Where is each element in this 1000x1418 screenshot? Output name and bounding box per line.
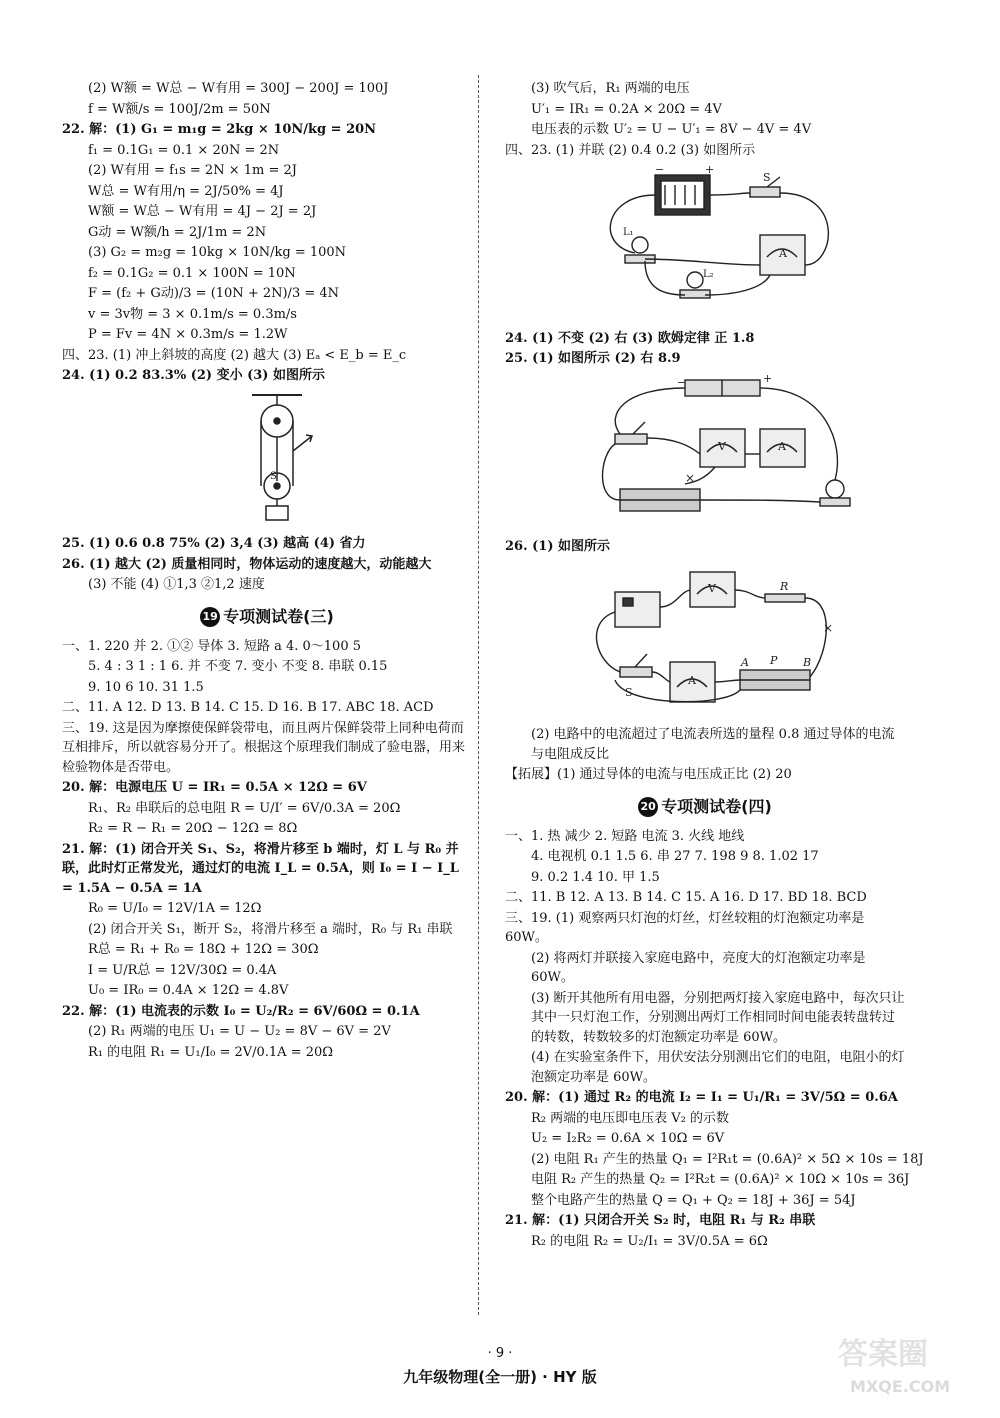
answer-line: (3) 不能 (4) ①1,3 ②1,2 速度 <box>88 577 265 592</box>
answer-line: (2) 将两灯并联接入家庭电路中，亮度大的灯泡额定功率是 60W。 <box>531 950 866 985</box>
answer-line: 二、11. B 12. A 13. B 14. C 15. A 16. D 17. BD 18. BCD <box>505 890 867 905</box>
answer-line: (4) 在实验室条件下，用伏安法分别测出它们的电阻，电阻小的灯泡额定功率是 60W。 <box>531 1050 905 1085</box>
answer-line: 电压表的示数 U′₂ = U − U′₁ = 8V − 4V = 4V <box>531 122 812 137</box>
answer-line: 24. (1) 不变 (2) 右 (3) 欧姆定律 正 1.8 <box>505 330 755 346</box>
answer-line: (3) 断开其他所有用电器，分别把两灯接入家庭电路中，每次只让其中一只灯泡工作，分别测出两灯工作相同时间电能表转盘转过的转数，转数较多的灯泡额定功率是 60W。 <box>531 990 905 1045</box>
answer-line: (3) G₂ = m₂g = 10kg × 10N/kg = 100N <box>88 245 347 260</box>
answer-line: 三、19. 这是因为摩擦使保鲜袋带电，而且两片保鲜袋带上同种电荷而互相排斥，所以就容易分开了。根据这个原理我们制成了验电器，用来检验物体是否带电。 <box>62 720 466 775</box>
section-title: 专项测试卷(三) <box>223 606 334 626</box>
watermark-chars: 答案圈 <box>838 1337 928 1372</box>
answer-line: I = U/R总 = 12V/30Ω = 0.4A <box>88 962 277 978</box>
column-divider <box>478 75 479 1315</box>
circuit3-end-b-label: B <box>803 655 812 669</box>
answer-line: 21. 解：(1) 闭合开关 S₁、S₂，将滑片移至 b 端时，灯 L 与 R₀ 并联，此时灯正常发光，通过灯的电流 I_L = 0.5A，则 I₀ = I − I_L = 1.5A − 0.5A = 1A <box>62 841 459 896</box>
answer-line: (2) W额 = W总 − W有用 = 300J − 200J = 100J <box>88 81 389 96</box>
answer-line: U′₁ = IR₁ = 0.2A × 20Ω = 4V <box>531 101 722 117</box>
answer-line: 25. (1) 0.6 0.8 75% (2) 3,4 (3) 越高 (4) 省力 <box>62 536 366 551</box>
parallel-circuit-figure <box>505 165 905 315</box>
answer-line: 9. 10 6 10. 31 1.5 <box>88 679 204 695</box>
answer-line: R₀ = U/I₀ = 12V/1A = 12Ω <box>88 901 262 916</box>
pulley-label-s: S <box>270 470 277 482</box>
answer-line: 5. 4 : 3 1 : 1 6. 并 不变 7. 变小 不变 8. 串联 0.15 <box>88 659 388 674</box>
answer-line: 【拓展】(1) 通过导体的电流与电压成正比 (2) 20 <box>505 767 792 782</box>
section-number: 19 <box>200 607 220 627</box>
answer-line: R₂ 的电阻 R₂ = U₂/I₁ = 3V/0.5A = 6Ω <box>531 1233 768 1249</box>
watermark-site: MXQE.COM <box>850 1377 951 1396</box>
circuit3-slider-label: P <box>770 653 778 667</box>
circuit2-voltmeter-label: V <box>718 439 726 453</box>
circuit2-minus: − <box>677 375 687 389</box>
answer-line: 二、11. A 12. D 13. B 14. C 15. D 16. B 17. ABC 18. ACD <box>62 700 434 715</box>
series-circuit-figure <box>505 374 905 524</box>
answer-line: F = (f₂ + G动)/3 = (10N + 2N)/3 = 4N <box>88 286 340 301</box>
answer-line: f = W额/s = 100J/2m = 50N <box>88 101 271 117</box>
circuit1-l2-label: L₂ <box>703 269 714 280</box>
svg-text:×: × <box>685 470 696 485</box>
right-column <box>505 78 924 1252</box>
answer-line: 三、19. (1) 观察两只灯泡的灯丝，灯丝较粗的灯泡额定功率是 60W。 <box>505 910 865 945</box>
svg-text:×: × <box>823 620 834 635</box>
answer-line: 四、23. (1) 冲上斜坡的高度 (2) 越大 (3) Eₐ < E_b = E_c <box>62 347 407 363</box>
answer-line: 21. 解：(1) 只闭合开关 S₂ 时，电阻 R₁ 与 R₂ 串联 <box>505 1213 816 1228</box>
section-number: 20 <box>638 797 658 817</box>
answer-line: 26. (1) 如图所示 <box>505 539 611 554</box>
watermark-logo <box>828 1330 978 1400</box>
answer-line: P = Fv = 4N × 0.3m/s = 1.2W <box>88 327 288 342</box>
answer-line: 24. (1) 0.2 83.3% (2) 变小 (3) 如图所示 <box>62 368 325 383</box>
answer-line: 一、1. 热 减少 2. 短路 电流 3. 火线 地线 <box>505 828 745 844</box>
answer-line: 一、1. 220 并 2. ①② 导体 3. 短路 a 4. 0～100 5 <box>62 638 361 654</box>
circuit2-plus: + <box>763 373 773 385</box>
answer-line: (2) 电路中的电流超过了电流表所选的量程 0.8 通过导体的电流与电阻成反比 <box>531 727 895 762</box>
answer-line: U₀ = IR₀ = 0.4A × 12Ω = 4.8V <box>88 983 289 998</box>
answer-line: 20. 解：(1) 通过 R₂ 的电流 I₂ = I₁ = U₁/R₁ = 3V/5Ω = 0.6A <box>505 1090 898 1105</box>
circuit1-minus: − <box>655 165 665 176</box>
circuit3-voltmeter-label: V <box>708 581 716 595</box>
answer-line: v = 3v物 = 3 × 0.1m/s = 0.3m/s <box>88 306 297 322</box>
answer-line: (2) W有用 = f₁s = 2N × 1m = 2J <box>88 163 297 178</box>
circuit1-ammeter-label: A <box>779 247 787 260</box>
answer-line: 25. (1) 如图所示 (2) 右 8.9 <box>505 351 681 366</box>
answer-line: 26. (1) 越大 (2) 质量相同时，物体运动的速度越大，动能越大 <box>62 556 432 572</box>
answer-line: R₁、R₂ 串联后的总电阻 R = U/I′ = 6V/0.3A = 20Ω <box>88 800 401 816</box>
answer-line: 四、23. (1) 并联 (2) 0.4 0.2 (3) 如图所示 <box>505 142 756 158</box>
page-number: · 9 · <box>487 1346 513 1361</box>
book-title: 九年级物理(全一册) · HY 版 <box>403 1368 597 1386</box>
left-column <box>62 78 472 1063</box>
answer-line: W额 = W总 − W有用 = 4J − 2J = 2J <box>88 204 317 219</box>
answer-line: f₂ = 0.1G₂ = 0.1 × 100N = 10N <box>88 265 296 281</box>
resistor-circuit-figure <box>505 562 905 712</box>
circuit3-ammeter-label: A <box>688 673 696 687</box>
answer-line: 9. 0.2 1.4 10. 甲 1.5 <box>531 869 660 885</box>
answer-line: 22. 解：(1) G₁ = m₁g = 2kg × 10N/kg = 20N <box>62 122 377 137</box>
section-heading <box>505 795 905 819</box>
circuit1-plus: + <box>705 165 715 176</box>
circuit3-resistor-label: R <box>780 579 789 593</box>
circuit1-switch-label: S <box>763 171 771 184</box>
answer-line: (2) 电阻 R₁ 产生的热量 Q₁ = I²R₁t = (0.6A)² × 5Ω × 10s = 18J <box>531 1151 924 1167</box>
answer-line: f₁ = 0.1G₁ = 0.1 × 20N = 2N <box>88 142 280 158</box>
answer-line: (2) 闭合开关 S₁，断开 S₂，将滑片移至 a 端时，R₀ 与 R₁ 串联 <box>88 921 453 937</box>
answer-line: R总 = R₁ + R₀ = 18Ω + 12Ω = 30Ω <box>88 942 319 957</box>
answer-line: 4. 电视机 0.1 1.5 6. 串 27 7. 198 9 8. 1.02 17 <box>531 849 819 864</box>
answer-line: 整个电路产生的热量 Q = Q₁ + Q₂ = 18J + 36J = 54J <box>531 1192 856 1208</box>
answer-line: 22. 解：(1) 电流表的示数 I₀ = U₂/R₂ = 6V/60Ω = 0.1A <box>62 1003 420 1019</box>
answer-line: 电阻 R₂ 产生的热量 Q₂ = I²R₂t = (0.6A)² × 10Ω × 10s = 36J <box>531 1172 910 1187</box>
section-title: 专项测试卷(四) <box>661 796 772 816</box>
answer-line: (2) R₁ 两端的电压 U₁ = U − U₂ = 8V − 6V = 2V <box>88 1024 391 1039</box>
answer-line: R₂ = R − R₁ = 20Ω − 12Ω = 8Ω <box>88 821 298 836</box>
answer-line: R₂ 两端的电压即电压表 V₂ 的示数 <box>531 1110 729 1126</box>
answer-line: W总 = W有用/η = 2J/50% = 4J <box>88 183 284 199</box>
answer-line: U₂ = I₂R₂ = 0.6A × 10Ω = 6V <box>531 1131 725 1146</box>
answer-line: (3) 吹气后，R₁ 两端的电压 <box>531 81 690 96</box>
pulley-figure <box>62 391 472 521</box>
circuit3-switch-label: S <box>625 685 633 699</box>
circuit2-ammeter-label: A <box>778 439 786 453</box>
answer-line: R₁ 的电阻 R₁ = U₁/I₀ = 2V/0.1A = 20Ω <box>88 1044 334 1060</box>
answer-line: 20. 解：电源电压 U = IR₁ = 0.5A × 12Ω = 6V <box>62 780 367 795</box>
section-heading <box>62 605 472 629</box>
circuit1-l1-label: L₁ <box>623 227 634 238</box>
answer-line: G动 = W额/h = 2J/1m = 2N <box>88 224 267 240</box>
circuit3-end-a-label: A <box>741 655 749 669</box>
